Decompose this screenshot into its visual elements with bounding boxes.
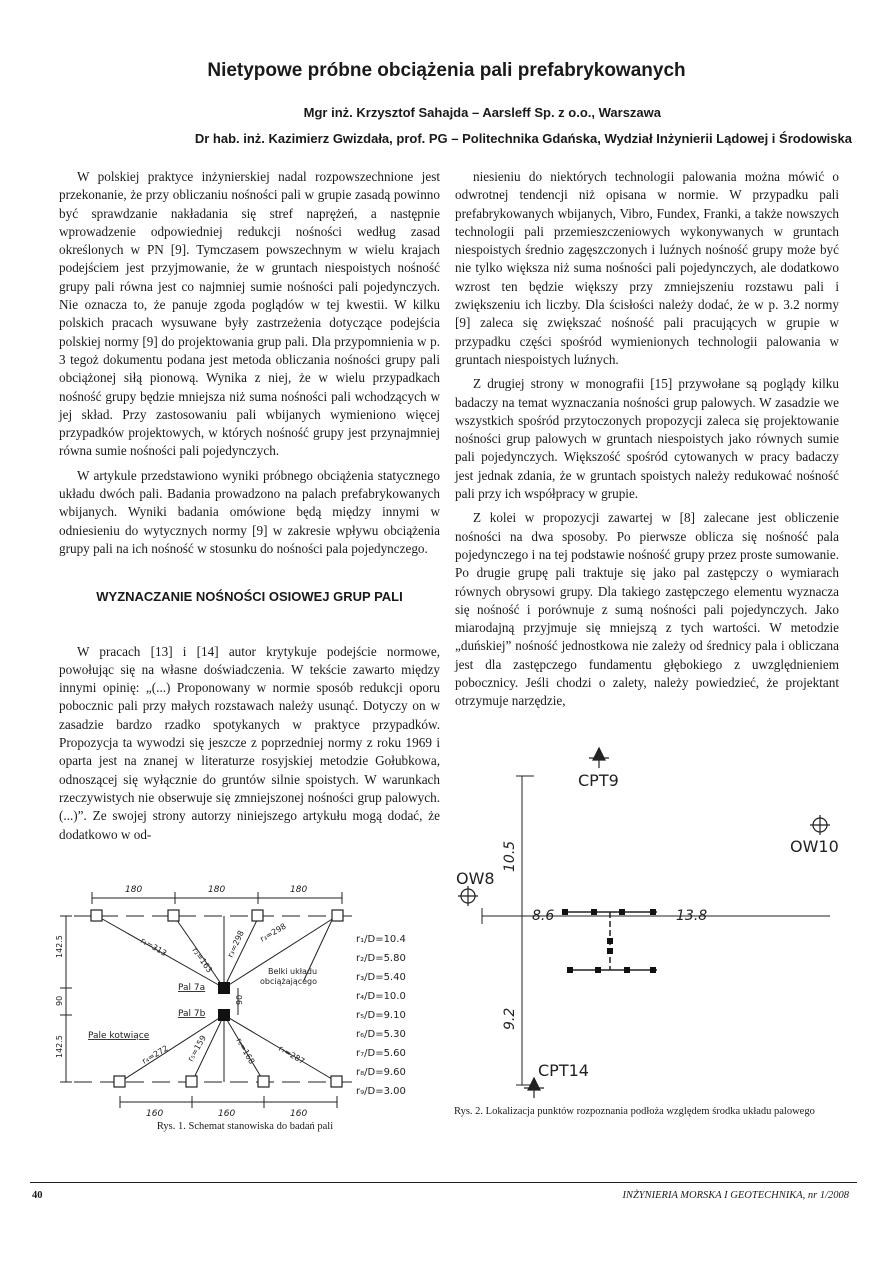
anchor-piles-label: Pale kotwiące — [88, 1031, 150, 1041]
bottom-dim-2: 160 — [218, 1109, 236, 1119]
paragraph: niesieniu do niektórych technologii palowania można mówić o odwrotnej tendencji niż opisana w normie. W przypadku pali prefabrykowanych wbijanych, Vibro, Fundex, Franki, a także nowszych technologii pali przemieszczeniowych wykonywanych w gruntach niespoistych średnio zagęszczonych i luźnych nośność grupy może być nie tylko większa niż suma nośności pali pojedynczych, ale dodatkowo wzrost ten będzie większy przy zmniejszeniu rozstawu pali i zwiększeniu ich liczby. Dla ścisłości należy dodać, że w p. 3.2 normy [9] zaleca się zwiększać nośność pali pracujących w grupie w przypadku części spośród wymienionych technologii palowania w gruntach niespoistych luźnych. — [455, 169, 839, 367]
left-column — [59, 168, 440, 850]
radius-r7: r₆=168 — [234, 1036, 257, 1066]
page-number: 40 — [32, 1190, 43, 1201]
pile-7a-label: Pal 7a — [178, 983, 206, 993]
left-dim-2: 90 — [55, 995, 64, 1006]
radius-r3: r₃=298 — [225, 929, 246, 959]
ow10-label: OW10 — [790, 837, 839, 856]
left-dim-1: 142.5 — [55, 935, 64, 958]
radius-r2: r₂=163 — [190, 945, 215, 975]
journal-name: INŻYNIERIA MORSKA I GEOTECHNIKA, nr 1/2008 — [622, 1190, 849, 1201]
paragraph: W pracach [13] i [14] autor krytykuje podejście normowe, powołując się na własne doświadczenia. W tekście zawarto między innymi opinię: „(...) Proponowany w normie sposób redukcji oporu pobocznic pali przy małych rozstawach należy usunąć. Dotyczy on w zasadzie bardzo rzadko spotykanych w praktyce przypadków. Propozycja ta wywodzi się jeszcze z poprzedniej normy z roku 1969 i oparta jest na znanej w literaturze rosyjskiej metodzie Gołubkowa, odnoszącej się wyłącznie do gruntów silnie spoistych. W warunkach rzeczywistych nie obserwuje się zmniejszonej nośności grup palowych.(...)”. Ze swojej strony autorzy niniejszego artykułu mogą dodać, że dodatkowo w od- — [59, 643, 440, 842]
dim-9-2: 9.2 — [502, 1007, 518, 1030]
top-dim-3: 180 — [290, 885, 308, 895]
radius-r4: r₃=298 — [258, 921, 288, 944]
article-title: Nietypowe próbne obciążenia pali prefabrykowanych — [207, 60, 686, 81]
dim-10-5: 10.5 — [502, 840, 518, 872]
left-dim-3: 142.5 — [55, 1035, 64, 1058]
top-dim-2: 180 — [208, 885, 226, 895]
beam-label-line-1: Belki układu — [268, 967, 318, 976]
cpt14-label: CPT14 — [538, 1061, 589, 1080]
paragraph: Z drugiej strony w monografii [15] przywołane są poglądy kilku badaczy na temat wyznaczania nośności grup palowych. W zasadzie we wszystkich spośród przytoczonych propozycji zaleca się projektowanie nośności grup palowych w gruntach niespoistych jako równych sumie pali pojedynczych. Większość spośród cytowanych w pracy badaczy jest jednak zdania, że w gruntach spoistych należy redukować nośność pali przy ich współpracy w grupie. — [455, 376, 839, 502]
ratio-1: r₁/D=10.4 — [356, 934, 406, 945]
dim-13-8: 13.8 — [676, 908, 708, 924]
ratio-list — [356, 934, 406, 1097]
pile-7a-marker — [218, 982, 230, 994]
figure-1-test-stand-scheme — [52, 880, 452, 1140]
pile-7b-marker — [218, 1009, 230, 1021]
beam-label-line-2: obciążającego — [260, 977, 318, 986]
radius-r5: r₄=272 — [140, 1043, 170, 1066]
cpt9-label: CPT9 — [578, 771, 619, 790]
section-heading: WYZNACZANIE NOŚNOŚCI OSIOWEJ GRUP PALI — [96, 589, 403, 605]
ratio-5: r₅/D=9.10 — [356, 1010, 406, 1021]
ratio-2: r₂/D=5.80 — [356, 953, 406, 964]
radius-r1: r₁=313 — [139, 935, 169, 958]
paragraph: Z kolei w propozycji zawartej w [8] zalecane jest obliczenie nośności na dwa sposoby. Po pierwsze oblicza się nośność pala pojedynczego i na tej podstawie nośność grupy przez proste sumowanie. Po drugie grupę pali traktuje się jako pal zastępczy o wymiarach równych obrysowi grupy. Dla takiego zastępczego elementu wyznacza się nośność i porównuje z sumą nośności pali pojedynczych. Jako miarodajną przyjmuje się mniejszą z tych wartości. W metodzie „duńskiej” nośność jednostkowa nie zależy od średnicy pala i obliczana jest dla zastępczego fundamentu głębokiego z uwzględnieniem pobocznicy. Jeśli chodzi o zalety, należy powiedzieć, że projektant otrzymuje narzędzie, — [455, 510, 839, 709]
bottom-dim-1: 160 — [146, 1109, 164, 1119]
dim-8-6: 8.6 — [532, 908, 555, 924]
footer-rule — [30, 1182, 857, 1183]
pile-7b-label: Pal 7b — [178, 1009, 206, 1019]
ratio-9: r₉/D=3.00 — [356, 1086, 406, 1097]
paragraph: W artykule przedstawiono wyniki próbnego obciążenia statycznego układu dwóch pali. Badania prowadzono na palach prefabrykowanych wbijanych. Wyniki badania omówione będą między innymi w odniesieniu do wytycznych normy [9] w zakresie wpływu obciążenia grupy pali na ich nośność w stosunku do nośności pala pojedynczego. — [59, 467, 440, 556]
ow8-label: OW8 — [456, 869, 495, 888]
radius-r6: r₅=159 — [185, 1033, 208, 1063]
right-column — [455, 168, 839, 717]
ratio-3: r₃/D=5.40 — [356, 972, 406, 983]
pile-spacing-90: 90 — [235, 994, 244, 1005]
figure-2-caption: Rys. 2. Lokalizacja punktów rozpoznania podłoża względem środka układu palowego — [454, 1106, 815, 1117]
top-dim-1: 180 — [125, 885, 143, 895]
ratio-7: r₇/D=5.60 — [356, 1048, 406, 1059]
figure-1-caption: Rys. 1. Schemat stanowiska do badań pali — [156, 1121, 334, 1132]
paragraph: W polskiej praktyce inżynierskiej nadal rozpowszechnione jest przekonanie, że przy obliczaniu nośności pali w grupie zasadą powinno być sprawdzanie nakładania się stref naprężeń, a następnie wprowadzenie odpowiedniej redukcji nośności według zasad określonych w PN [9]. Tymczasem powszechnym w wielu krajach podejściem jest przyjmowanie, że w gruntach niespoistych nośność grupy pali równa jest co najmniej sumie nośności pali pojedynczych. Nie oznacza to, że panuje zgoda poglądów w tej kwestii. W kilku polskich pracach wysuwane były zastrzeżenia dotyczące podejścia polskiej normy [9] do projektowania grup pali. Dla przypomnienia w p. 3 tegoż dokumentu podana jest metoda obliczania nośności grupy pali obciążonej siłą pionową. Wynika z niej, że w wielu przypadkach nośność grupy będzie mniejsza niż suma nośności pali wchodzących w jej skład. Przy zastosowaniu pali wbijanych wymieniono więcej przypadków projektowych, w których nośność grupy jest przynajmniej równa sumie nośności pali pojedynczych. — [59, 169, 440, 459]
ratio-4: r₄/D=10.0 — [356, 991, 406, 1002]
ratio-8: r₈/D=9.60 — [356, 1067, 406, 1078]
author-line-1: Mgr inż. Krzysztof Sahajda – Aarsleff Sp. z o.o., Warszawa — [303, 105, 661, 120]
bottom-dim-3: 160 — [290, 1109, 308, 1119]
figure-2-investigation-points — [452, 740, 852, 1140]
radius-r8: r₇=287 — [277, 1043, 307, 1066]
author-line-2: Dr hab. inż. Kazimierz Gwizdała, prof. PG – Politechnika Gdańska, Wydział Inżynierii Lądowej i Środowiska — [194, 131, 852, 146]
ratio-6: r₆/D=5.30 — [356, 1029, 406, 1040]
